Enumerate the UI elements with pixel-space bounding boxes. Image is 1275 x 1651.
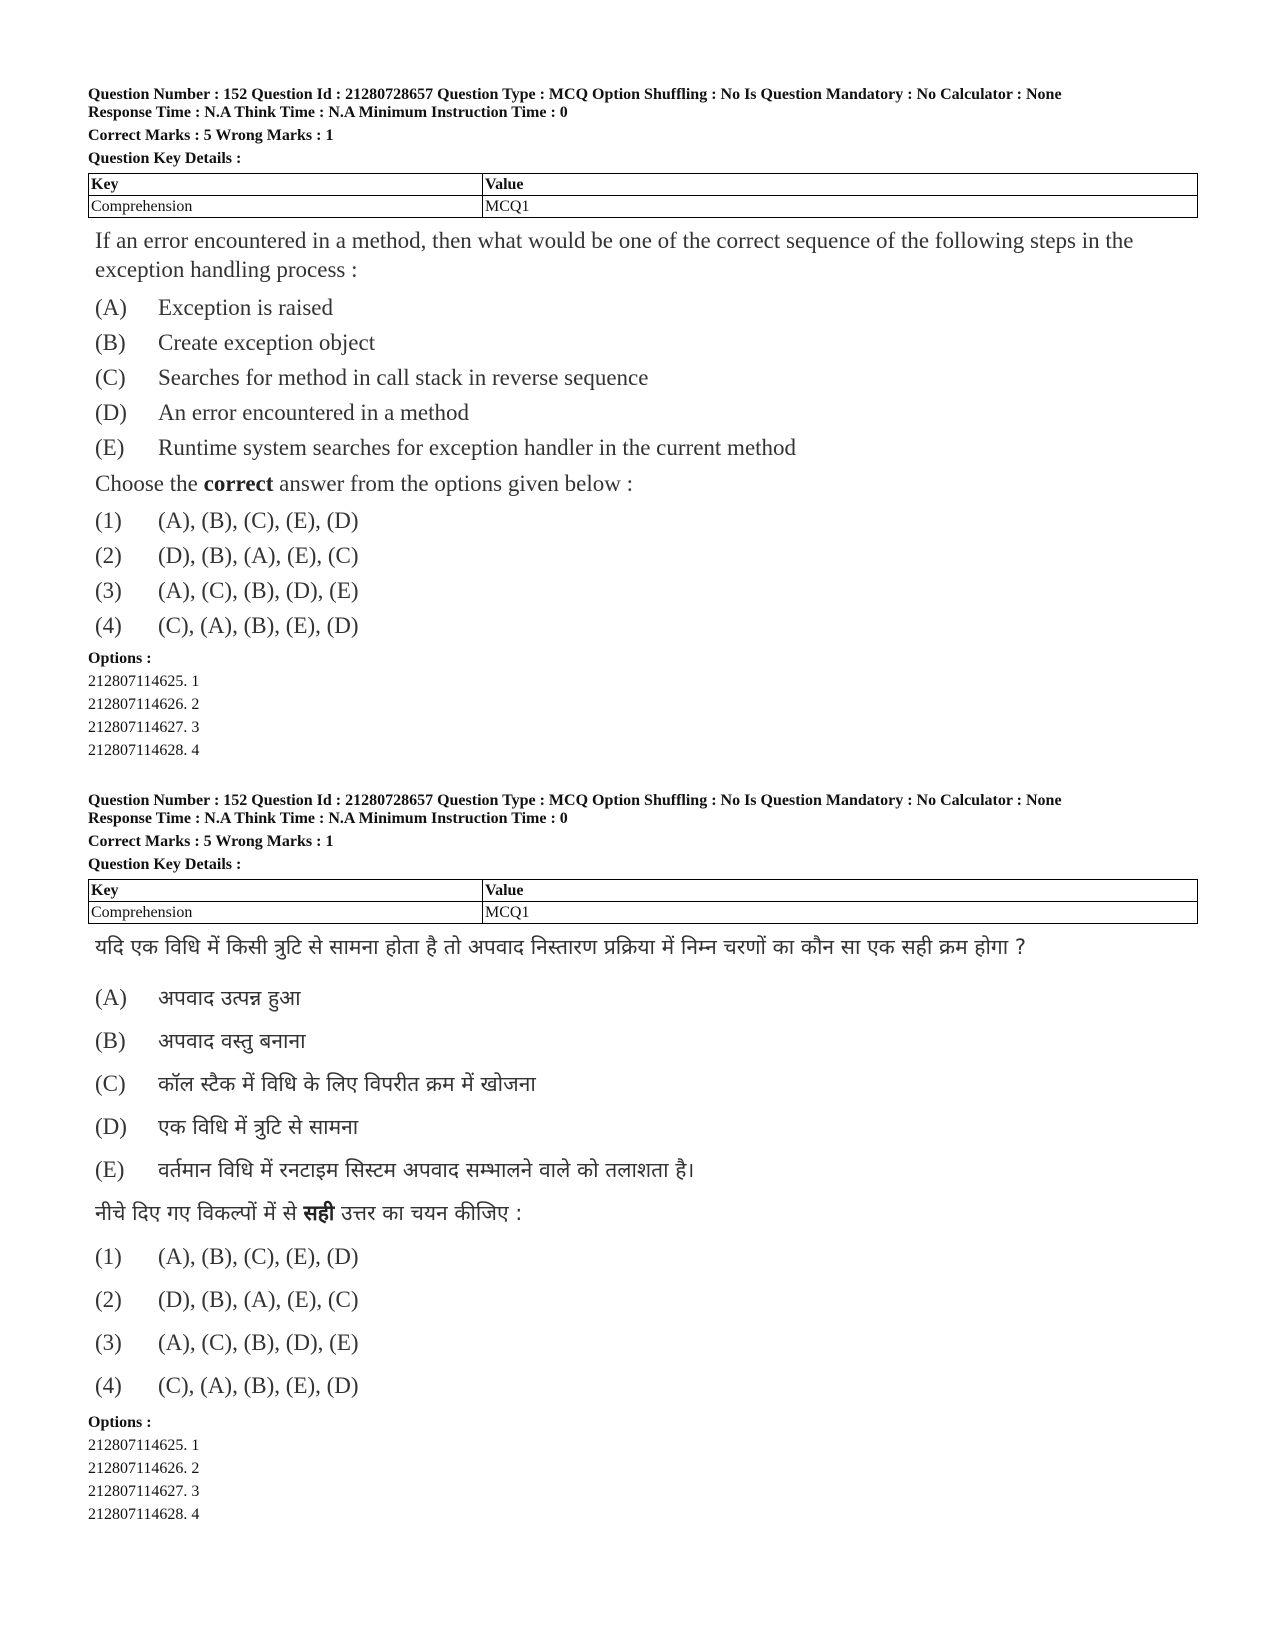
options-list <box>88 1411 1198 1526</box>
step-text: वर्तमान विधि में रनटाइम सिस्टम अपवाद सम्भालने वाले को तलाशता है। <box>158 1157 695 1182</box>
answer-label: (3) <box>95 1329 122 1355</box>
step-item <box>95 1148 1198 1191</box>
key-cell: Comprehension <box>89 196 483 218</box>
choose-text-bold: सही <box>303 1201 335 1225</box>
question-meta-line-1: Question Number : 152 Question Id : 21280728657 Question Type : MCQ Option Shuffling : No Is Question Mandatory : No Calculator : None <box>88 86 1062 103</box>
step-label: (B) <box>95 329 126 355</box>
key-details-table <box>88 173 1198 218</box>
step-label: (D) <box>95 1113 127 1139</box>
question-body <box>88 932 1198 1407</box>
answer-text: (A), (B), (C), (E), (D) <box>158 507 359 533</box>
marks-line: Correct Marks : 5 Wrong Marks : 1 <box>88 833 334 850</box>
value-cell: MCQ1 <box>483 902 1198 924</box>
option-item: 212807114627. 3 <box>88 1483 200 1500</box>
answer-label: (2) <box>95 542 122 568</box>
option-item: 212807114625. 1 <box>88 1437 200 1454</box>
answer-label: (1) <box>95 1243 122 1269</box>
answer-choice <box>95 608 1198 643</box>
question-block-english <box>88 86 1198 762</box>
key-cell: Comprehension <box>89 902 483 924</box>
step-item <box>95 325 1198 360</box>
key-header-cell: Key <box>89 880 483 902</box>
step-item <box>95 395 1198 430</box>
question-body <box>88 226 1198 643</box>
step-item <box>95 430 1198 465</box>
key-table-row <box>89 902 1198 924</box>
step-text: Exception is raised <box>158 294 334 320</box>
answer-text: (D), (B), (A), (E), (C) <box>158 1286 359 1312</box>
option-item: 212807114628. 4 <box>88 1506 200 1523</box>
key-header-cell: Key <box>89 174 483 196</box>
choose-text-pre: Choose the <box>95 471 198 496</box>
value-header-cell: Value <box>483 880 1198 902</box>
question-block-hindi <box>88 792 1198 1526</box>
answer-label: (2) <box>95 1286 122 1312</box>
key-details-label: Question Key Details : <box>88 856 242 873</box>
step-text: अपवाद उत्पन्न हुआ <box>158 985 301 1010</box>
value-cell: MCQ1 <box>483 196 1198 218</box>
answer-choice <box>95 538 1198 573</box>
step-label: (C) <box>95 364 126 390</box>
question-stem: यदि एक विधि में किसी त्रुटि से सामना होता है तो अपवाद निस्तारण प्रक्रिया में निम्न चरणों का कौन सा एक सही क्रम होगा ? <box>95 935 1026 959</box>
step-item <box>95 360 1198 395</box>
choose-text-post: उत्तर का चयन कीजिए : <box>341 1201 523 1225</box>
step-item <box>95 1019 1198 1062</box>
choose-text-post: answer from the options given below : <box>279 471 634 496</box>
answer-text: (C), (A), (B), (E), (D) <box>158 612 359 638</box>
answer-label: (4) <box>95 612 122 638</box>
step-text: एक विधि में त्रुटि से सामना <box>158 1114 359 1139</box>
step-item <box>95 290 1198 325</box>
step-label: (E) <box>95 434 125 460</box>
step-item <box>95 1062 1198 1105</box>
answer-text: (D), (B), (A), (E), (C) <box>158 542 359 568</box>
answer-text: (A), (B), (C), (E), (D) <box>158 1243 359 1269</box>
answer-label: (4) <box>95 1372 122 1398</box>
answer-text: (A), (C), (B), (D), (E) <box>158 577 359 603</box>
step-label: (A) <box>95 984 127 1010</box>
option-item: 212807114626. 2 <box>88 696 200 713</box>
step-item <box>95 1105 1198 1148</box>
option-item: 212807114625. 1 <box>88 673 200 690</box>
answer-choice <box>95 1364 1198 1407</box>
answer-choice <box>95 503 1198 538</box>
step-text: कॉल स्टैक में विधि के लिए विपरीत क्रम में खोजना <box>158 1071 536 1096</box>
question-meta <box>88 86 1198 122</box>
step-text: An error encountered in a method <box>158 399 470 425</box>
step-label: (A) <box>95 294 127 320</box>
answer-text: (A), (C), (B), (D), (E) <box>158 1329 359 1355</box>
question-stem: If an error encountered in a method, then what would be one of the correct sequence of the following steps in the exception handling process : <box>95 228 1134 282</box>
answer-text: (C), (A), (B), (E), (D) <box>158 1372 359 1398</box>
step-label: (C) <box>95 1070 126 1096</box>
step-text: अपवाद वस्तु बनाना <box>158 1028 306 1053</box>
key-table-header-row <box>89 880 1198 902</box>
choose-instruction <box>95 1191 1198 1235</box>
option-item: 212807114626. 2 <box>88 1460 200 1477</box>
answer-label: (3) <box>95 577 122 603</box>
key-table-header-row <box>89 174 1198 196</box>
choose-text-pre: नीचे दिए गए विकल्पों में से <box>95 1201 297 1225</box>
value-header-cell: Value <box>483 174 1198 196</box>
marks-line: Correct Marks : 5 Wrong Marks : 1 <box>88 127 334 144</box>
answer-label: (1) <box>95 507 122 533</box>
option-item: 212807114627. 3 <box>88 719 200 736</box>
question-meta-line-1: Question Number : 152 Question Id : 21280728657 Question Type : MCQ Option Shuffling : No Is Question Mandatory : No Calculator : None <box>88 792 1062 809</box>
step-label: (B) <box>95 1027 126 1053</box>
answer-choice <box>95 1321 1198 1364</box>
key-table-row <box>89 196 1198 218</box>
question-meta <box>88 792 1198 828</box>
key-details-table <box>88 879 1198 924</box>
step-text: Create exception object <box>158 329 376 355</box>
question-meta-line-2: Response Time : N.A Think Time : N.A Minimum Instruction Time : 0 <box>88 810 568 827</box>
options-label: Options : <box>88 650 152 667</box>
option-item: 212807114628. 4 <box>88 742 200 759</box>
answer-choice <box>95 1278 1198 1321</box>
step-item <box>95 976 1198 1019</box>
step-label: (E) <box>95 1156 125 1182</box>
choose-text-bold: correct <box>203 471 274 496</box>
step-label: (D) <box>95 399 127 425</box>
step-text: Searches for method in call stack in reverse sequence <box>158 364 649 390</box>
key-details-label: Question Key Details : <box>88 150 242 167</box>
options-list <box>88 647 1198 762</box>
choose-instruction <box>95 465 1198 503</box>
options-label: Options : <box>88 1414 152 1431</box>
step-text: Runtime system searches for exception handler in the current method <box>158 434 797 460</box>
question-meta-line-2: Response Time : N.A Think Time : N.A Minimum Instruction Time : 0 <box>88 104 568 121</box>
answer-choice <box>95 573 1198 608</box>
answer-choice <box>95 1235 1198 1278</box>
